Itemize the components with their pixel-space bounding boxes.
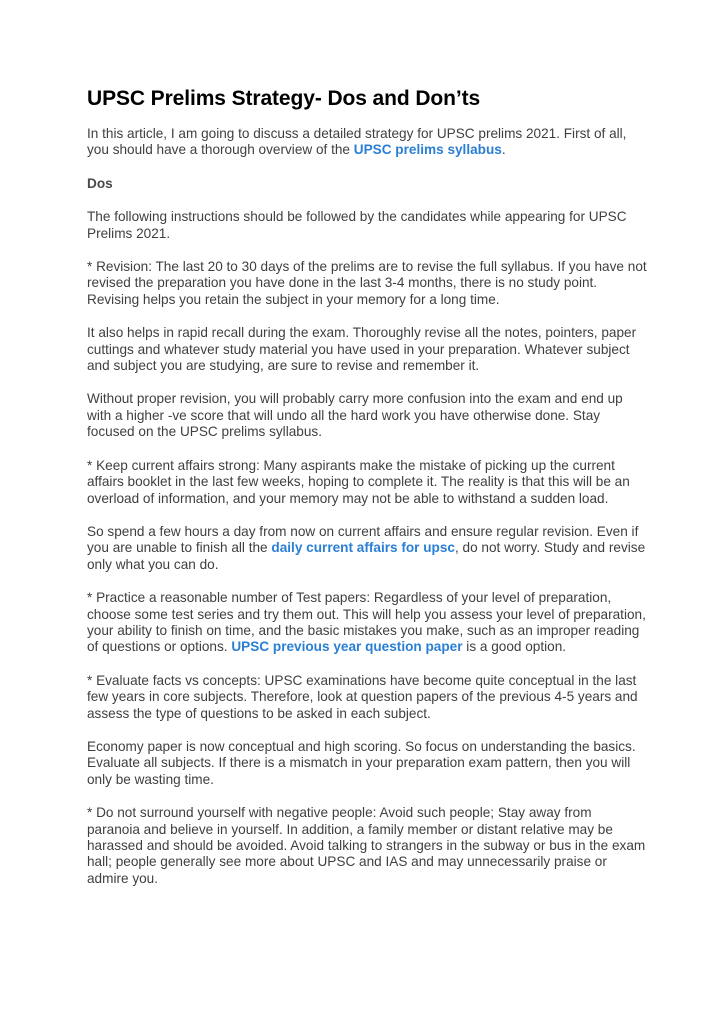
- p6-text-before: So spend a few hours a day from now on current affairs and ensure regular revision. Even if you are unable to finish all the: [87, 523, 639, 556]
- paragraph-without-revision: Without proper revision, you will probably carry more confusion into the exam and end up with a higher -ve score that will undo all the hard work you have otherwise done. Stay focused on the UPSC prelims syllabus.: [87, 391, 623, 440]
- paragraph-revision: * Revision: The last 20 to 30 days of the prelims are to revise the full syllabus. If you have not revised the preparation you have done in the last 3-4 months, there is no study point. Revising helps you retain the subject in your memory for a long time.: [87, 259, 647, 307]
- paragraph-test-papers: [87, 590, 647, 656]
- previous-year-question-paper-link[interactable]: UPSC previous year question paper: [231, 639, 463, 655]
- intro-paragraph: [87, 126, 647, 159]
- paragraph-instructions: The following instructions should be followed by the candidates while appearing for UPSC Prelims 2021.: [87, 209, 627, 241]
- dos-heading: Dos: [87, 175, 113, 191]
- paragraph-economy: Economy paper is now conceptual and high scoring. So focus on understanding the basics. Evaluate all subjects. If there is a mismatch in your preparation exam pattern, then you will only be wasting time.: [87, 738, 636, 787]
- p7-text-after: is a good option.: [462, 639, 567, 655]
- page-title: UPSC Prelims Strategy- Dos and Don’ts: [87, 87, 481, 110]
- intro-text-after: .: [501, 142, 506, 158]
- intro-text-before: In this article, I am going to discuss a detailed strategy for UPSC prelims 2021. First of all, you should have a thorough overview of the: [87, 126, 627, 158]
- paragraph-spend-hours: [87, 524, 647, 573]
- p7-text-before: * Practice a reasonable number of Test papers: Regardless of your level of preparation, choose some test series and try them out. This will help you assess your level of preparation, your ability to finish on time, and the basic mistakes you make, such as an improper reading of questions or options.: [87, 590, 646, 655]
- paragraph-current-affairs: * Keep current affairs strong: Many aspirants make the mistake of picking up the current affairs booklet in the last few weeks, hoping to complete it. The reality is that this will be an overload of information, and your memory may not be able to withstand a sudden load.: [87, 457, 630, 506]
- document-page: [87, 86, 647, 904]
- daily-current-affairs-link[interactable]: daily current affairs for upsc: [271, 540, 455, 556]
- upsc-prelims-syllabus-link[interactable]: UPSC prelims syllabus: [353, 142, 502, 158]
- paragraph-facts-vs-concepts: * Evaluate facts vs concepts: UPSC examinations have become quite conceptual in the last few years in core subjects. Therefore, look at question papers of the previous 4-5 years and assess the type of questions to be asked in each subject.: [87, 672, 638, 721]
- paragraph-rapid-recall: It also helps in rapid recall during the exam. Thoroughly revise all the notes, pointers, paper cuttings and whatever study material you have used in your preparation. Whatever subject and subject you are studying, are sure to revise and remember it.: [87, 325, 637, 374]
- paragraph-negative-people: * Do not surround yourself with negative people: Avoid such people; Stay away from paranoia and believe in yourself. In addition, a family member or distant relative may be harassed and should be avoided. Avoid talking to strangers in the subway or bus in the exam hall; people generally see more about UPSC and IAS and may unnecessarily praise or admire you.: [87, 805, 646, 886]
- p6-text-after: , do not worry. Study and revise only what you can do.: [87, 540, 646, 572]
